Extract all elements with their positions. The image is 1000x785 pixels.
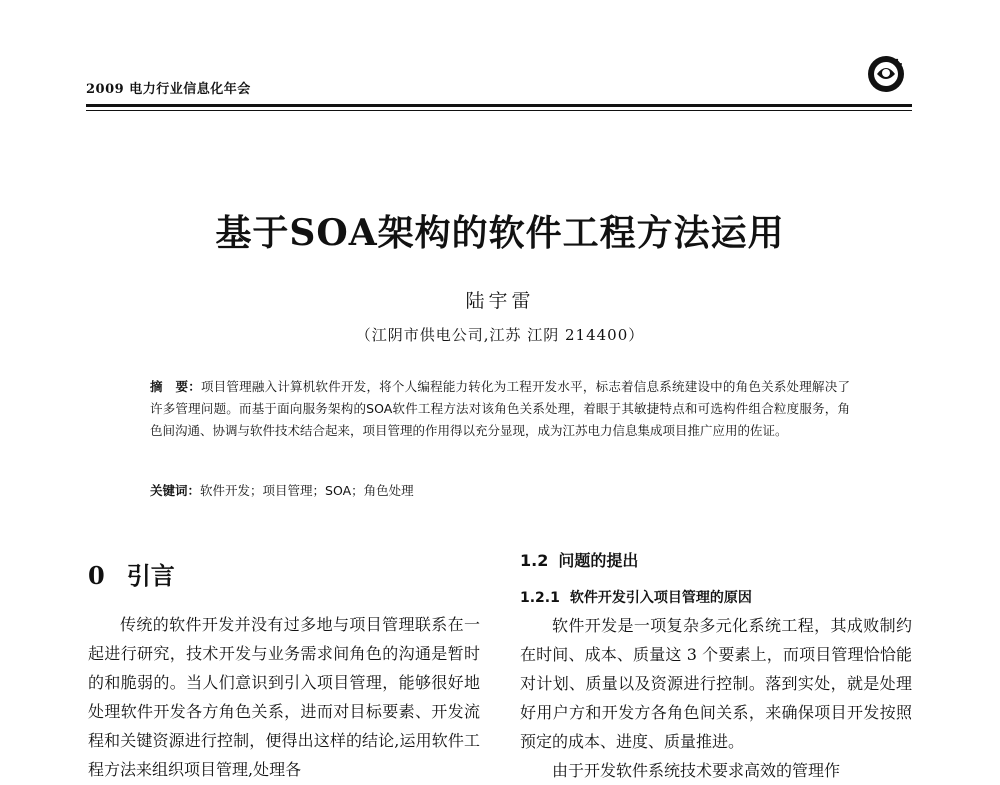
conference-logo-icon xyxy=(866,54,906,94)
paper-author: 陆宇雷 xyxy=(465,290,535,312)
section-1-2-heading xyxy=(520,548,912,571)
section-1-2-number: 1.2 xyxy=(520,551,549,570)
section-1-2-title: 问题的提出 xyxy=(558,551,639,570)
intro-column xyxy=(88,610,480,784)
paper-title: 基于SOA架构的软件工程方法运用 xyxy=(215,212,785,254)
section-intro-heading xyxy=(88,556,175,591)
intro-paragraph: 传统的软件开发并没有过多地与项目管理联系在一起进行研究，技术开发与业务需求间角色的沟通是暂时的和脆弱的。当人们意识到引入项目管理，能够很好地处理软件开发各方角色关系，进而对目标要素、开发流程和关键资源进行控制，便得出这样的结论,运用软件工程方法来组织项目管理,处理各 xyxy=(88,615,480,779)
abstract xyxy=(150,376,850,442)
right-column xyxy=(520,548,912,785)
conference-header: 2009 电力行业信息化年会 xyxy=(86,82,251,97)
section-1-2-1-next-paragraph: 由于开发软件系统技术要求高效的管理作 xyxy=(552,761,841,780)
section-1-2-1-paragraph: 软件开发是一项复杂多元化系统工程，其成败制约在时间、成本、质量这 3 个要素上，而项目管理恰恰能对计划、质量以及资源进行控制。落到实处，就是处理好用户方和开发方各角色间关系，来确保项目开发按照预定的成本、进度、质量推进。 xyxy=(520,616,912,751)
section-intro-number: 0 xyxy=(88,561,105,590)
header-rule-thin xyxy=(86,110,912,111)
section-1-2-1-number: 1.2.1 xyxy=(520,590,560,606)
abstract-text: 项目管理融入计算机软件开发，将个人编程能力转化为工程开发水平，标志着信息系统建设中的角色关系处理解决了许多管理问题。而基于面向服务架构的SOA软件工程方法对该角色关系处理，着眼于其敏捷特点和可选构件组合粒度服务，角色间沟通、协调与软件技术结合起来，项目管理的作用得以充分显现，成为江苏电力信息集成项目推广应用的佐证。 xyxy=(150,379,850,438)
section-1-2-1-heading xyxy=(520,587,912,607)
abstract-label: 摘 要： xyxy=(150,379,201,394)
keywords-label: 关键词： xyxy=(150,483,201,498)
keywords xyxy=(150,480,850,502)
section-1-2-1-title: 软件开发引入项目管理的原因 xyxy=(569,590,752,606)
header-rule-thick xyxy=(86,104,912,107)
paper-affiliation: （江阴市供电公司,江苏 江阴 214400） xyxy=(355,326,645,344)
keywords-text: 软件开发；项目管理；SOA；角色处理 xyxy=(200,483,414,498)
section-intro-title: 引言 xyxy=(126,561,175,590)
